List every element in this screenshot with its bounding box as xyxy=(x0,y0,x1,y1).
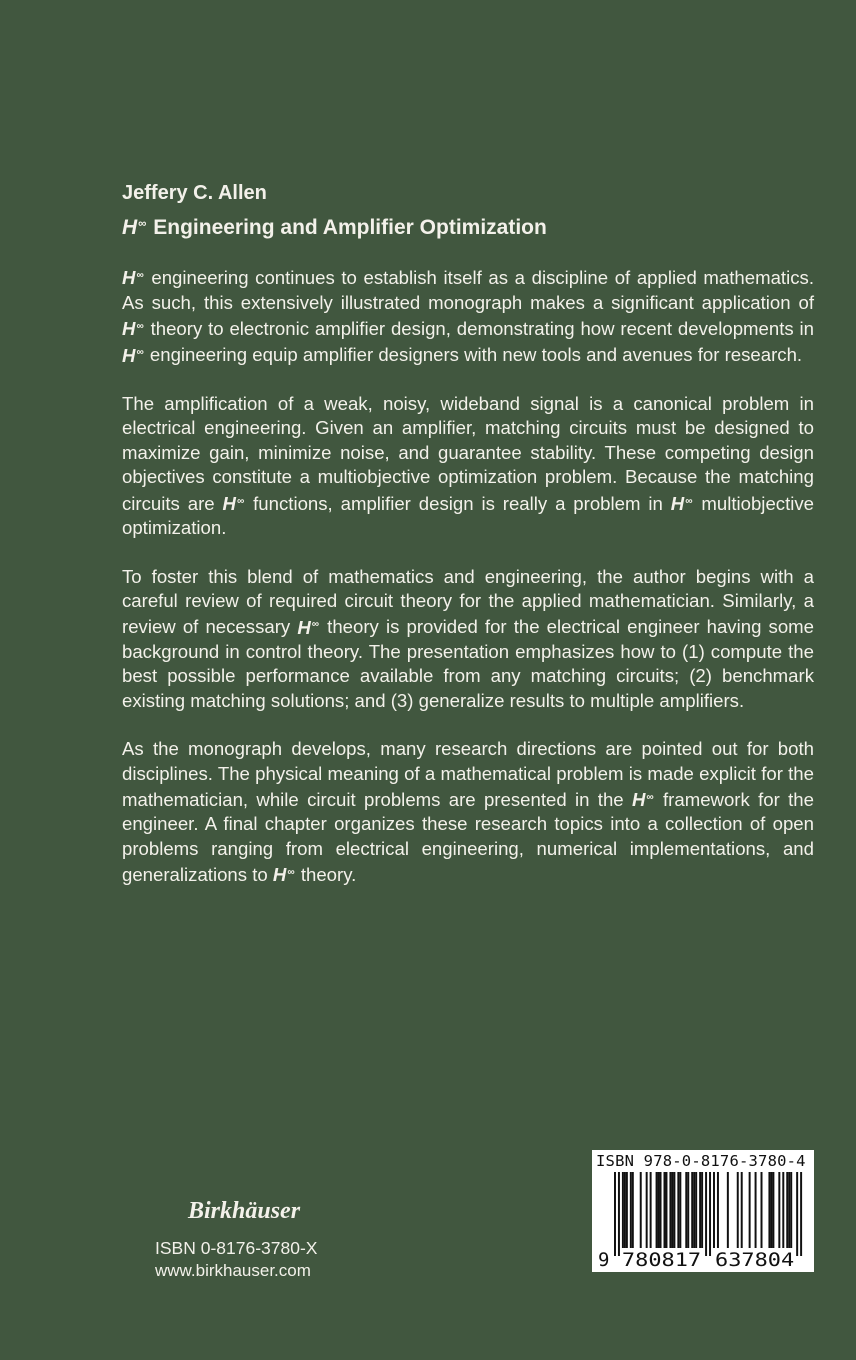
barcode-bar xyxy=(650,1172,652,1248)
blurb-paragraph: The amplification of a weak, noisy, wideband signal is a canonical problem in electrical engineering. Given an amplifier, matching circuits must be designed to maximize gain, minimize noise, and guarantee stability. These competing design objectives constitute a multiobjective optimization problem. Because the matching circuits are H∞ functions, amplifier design is really a problem in H∞ multiobjective optimization. xyxy=(122,393,815,539)
barcode-bar xyxy=(727,1172,729,1248)
barcode-bar xyxy=(687,1172,689,1248)
barcode-bar xyxy=(737,1172,739,1248)
barcode-bar xyxy=(705,1172,707,1256)
barcode-bar xyxy=(630,1172,632,1248)
book-title xyxy=(122,210,547,242)
barcode-bars xyxy=(592,1150,814,1272)
barcode-bar xyxy=(786,1172,788,1248)
barcode-bar xyxy=(677,1172,679,1248)
barcode-bar xyxy=(693,1172,695,1248)
h-infinity-symbol: H∞ xyxy=(670,492,693,514)
barcode-bar xyxy=(768,1172,770,1248)
barcode-bar xyxy=(717,1172,719,1248)
barcode-bar xyxy=(761,1172,763,1248)
barcode-bar xyxy=(772,1172,774,1248)
barcode-bar xyxy=(664,1172,666,1248)
barcode-bar xyxy=(614,1172,616,1256)
barcode-bar xyxy=(800,1172,802,1256)
barcode-left-digits: 780817 xyxy=(621,1249,702,1271)
blurb-paragraph: As the monograph develops, many research directions are pointed out for both disciplines. The physical meaning of a mathematical problem is made explicit for the mathematician, while circuit problems are presented in the H∞ framework for the engineer. A final chapter organizes these research topics into a collection of open problems ranging from electrical engineering, numerical implementations, and generalizations to H∞ theory. xyxy=(122,738,814,886)
barcode-bar xyxy=(788,1172,790,1248)
barcode-bar xyxy=(665,1172,667,1248)
barcode-bar xyxy=(669,1172,671,1248)
h-infinity-symbol: H∞ xyxy=(122,344,144,366)
barcode-bar xyxy=(671,1172,673,1248)
author-name: Jeffery C. Allen xyxy=(122,182,267,204)
book-title-text: Engineering and Amplifier Optimization xyxy=(147,215,547,239)
isbn-number: ISBN 0-8176-3780-X xyxy=(155,1238,318,1258)
barcode-bar xyxy=(709,1172,711,1256)
publisher-logo: Birkhäuser xyxy=(188,1198,301,1224)
barcode-bar xyxy=(679,1172,681,1248)
barcode-bar xyxy=(741,1172,743,1248)
barcode-bar xyxy=(790,1172,792,1248)
barcode-isbn-label: ISBN 978-0-8176-3780-4 xyxy=(596,1152,806,1170)
barcode-bar xyxy=(782,1172,784,1248)
barcode-bar xyxy=(640,1172,642,1248)
h-infinity-symbol: H∞ xyxy=(297,616,320,638)
h-infinity-symbol: H∞ xyxy=(222,492,245,514)
publisher-website: www.birkhauser.com xyxy=(155,1261,311,1280)
barcode-bar xyxy=(618,1172,620,1256)
barcode-bar xyxy=(691,1172,693,1248)
h-infinity-symbol: H∞ xyxy=(122,267,144,289)
barcode-bar xyxy=(658,1172,660,1248)
barcode-bar xyxy=(701,1172,703,1248)
isbn-barcode xyxy=(592,1150,814,1272)
barcode-bar xyxy=(770,1172,772,1248)
h-infinity-symbol: H∞ xyxy=(631,789,654,811)
barcode-bar xyxy=(626,1172,628,1248)
barcode-bar xyxy=(778,1172,780,1248)
barcode-bar xyxy=(632,1172,634,1248)
blurb-paragraph: To foster this blend of mathematics and engineering, the author begins with a careful review of required circuit theory for the applied mathematician. Similarly, a review of necessary H∞ theory is provided for the electrical engineer having some background in control theory. The presentation emphasizes how to (1) compute the best possible performance available from any matching circuits; (2) benchmark existing matching solutions; and (3) generalize results to multiple amplifiers. xyxy=(122,565,814,711)
barcode-bar xyxy=(660,1172,662,1248)
barcode-bar xyxy=(685,1172,687,1248)
barcode-bar xyxy=(755,1172,757,1248)
barcode-bar xyxy=(673,1172,675,1248)
blurb xyxy=(122,264,814,888)
h-infinity-symbol: H∞ xyxy=(122,215,147,239)
barcode-bar xyxy=(699,1172,701,1248)
barcode-bar xyxy=(796,1172,798,1256)
barcode-bar xyxy=(713,1172,715,1248)
barcode-bar xyxy=(646,1172,648,1248)
barcode-bar xyxy=(695,1172,697,1248)
barcode-bar xyxy=(624,1172,626,1248)
barcode-right-digits: 637804 xyxy=(715,1249,795,1271)
barcode-bar xyxy=(622,1172,624,1248)
barcode-bar xyxy=(656,1172,658,1248)
blurb-paragraph: H∞ engineering continues to establish itself as a discipline of applied mathematics. As such, this extensively illustrated monograph makes a significant application of H∞ theory to electronic amplifier design, demonstrating how recent developments in H∞ engineering equip amplifier designers with new tools and avenues for research. xyxy=(122,267,814,366)
barcode-bar xyxy=(749,1172,751,1248)
h-infinity-symbol: H∞ xyxy=(122,318,144,340)
barcode-first-digit: 9 xyxy=(598,1249,610,1271)
h-infinity-symbol: H∞ xyxy=(272,864,295,886)
